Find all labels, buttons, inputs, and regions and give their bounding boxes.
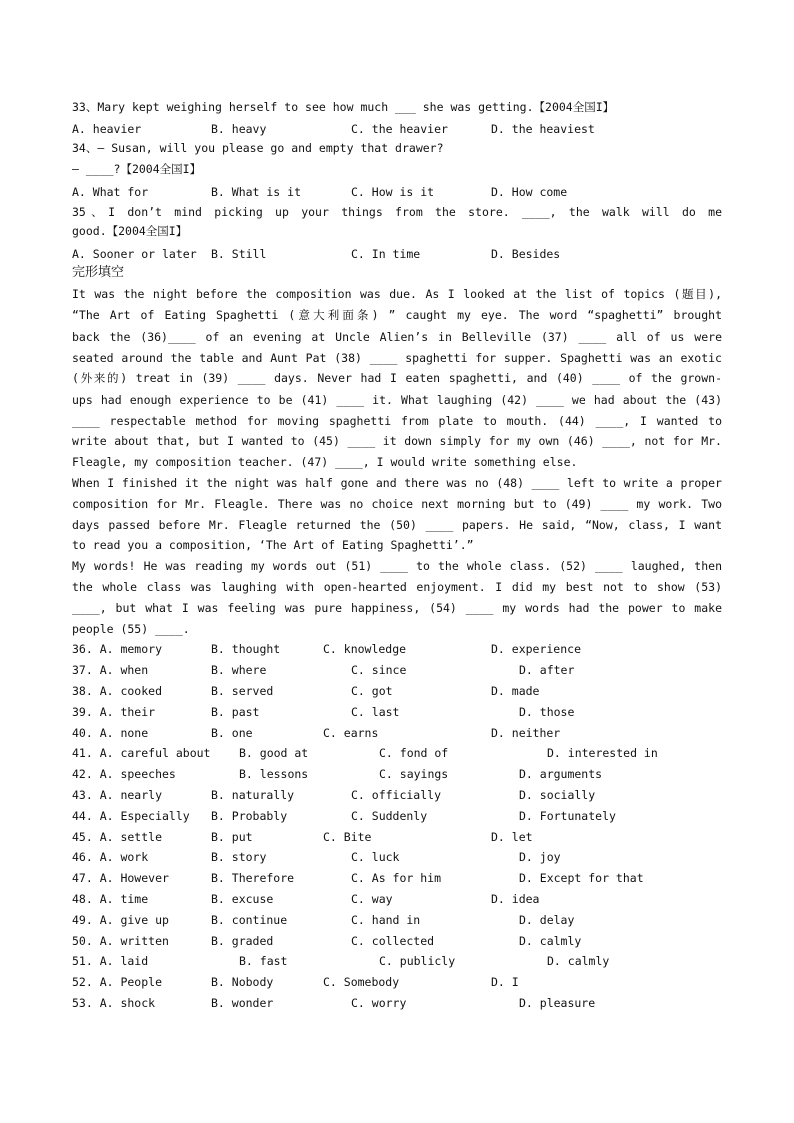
option-d: D. socially [519, 788, 596, 802]
cloze-line: “The Art of Eating Spaghetti (意大利面条) ” caught my eye. The word “spaghetti” brought [72, 308, 722, 322]
answer-row-50 [72, 931, 722, 951]
cloze-line: seated around the table and Aunt Pat (38) ____ spaghetti for supper. Spaghetti was an exotic [72, 351, 722, 365]
answer-row-42 [72, 764, 722, 784]
option-b: B. naturally [211, 788, 295, 802]
option-c: C. publicly [379, 954, 456, 968]
option-b: B. good at [239, 746, 309, 760]
option-d: D. the heaviest [491, 122, 595, 136]
answer-row-41 [72, 743, 722, 763]
option-d: D. after [519, 663, 575, 677]
answer-row-47 [72, 868, 722, 888]
answer-row-43 [72, 785, 722, 805]
option-d: D. How come [491, 185, 568, 199]
option-b: B. served [211, 684, 274, 698]
option-d: D. joy [519, 850, 561, 864]
question-35-stem-2: good.【2004全国I】 [72, 224, 188, 238]
cloze-line: people (55) ____. [72, 622, 190, 636]
option-d: D. made [491, 684, 540, 698]
option-b: B. Probably [211, 809, 288, 823]
option-d: D. let [491, 830, 533, 844]
option-b: B. lessons [239, 767, 309, 781]
cloze-line: to read you a composition, ‘The Art of Eating Spaghetti’.” [72, 538, 474, 552]
cloze-line: write about that, but I wanted to (45) ____ it down simply for my own (46) ____, not for Mr. [72, 434, 722, 448]
option-a: 53. A. shock [72, 996, 156, 1010]
cloze-line: days passed before Mr. Fleagle returned the (50) ____ papers. He said, “Now, class, I want [72, 518, 722, 532]
option-c: C. worry [351, 996, 407, 1010]
option-b: B. Still [211, 247, 267, 261]
option-a: 44. A. Especially [72, 809, 190, 823]
option-b: B. continue [211, 913, 288, 927]
option-c: C. hand in [351, 913, 421, 927]
question-34-stem-2: — ____?【2004全国I】 [72, 162, 202, 176]
option-a: A. Sooner or later [72, 247, 197, 261]
option-a: 51. A. laid [72, 954, 149, 968]
option-d: D. Except for that [519, 871, 644, 885]
option-b: B. heavy [211, 122, 267, 136]
option-a: 38. A. cooked [72, 684, 163, 698]
option-c: C. Somebody [323, 975, 400, 989]
answer-row-37 [72, 660, 722, 680]
option-d: D. Besides [491, 247, 561, 261]
option-d: D. calmly [547, 954, 610, 968]
option-b: B. Nobody [211, 975, 274, 989]
answer-row-53 [72, 993, 722, 1013]
option-c: C. fond of [379, 746, 449, 760]
option-a: 36. A. memory [72, 642, 163, 656]
cloze-line: When I finished it the night was half gone and there was no (48) ____ left to write a proper [72, 476, 722, 490]
answer-row-48 [72, 889, 722, 909]
option-a: 48. A. time [72, 892, 149, 906]
option-d: D. Fortunately [519, 809, 616, 823]
option-d: D. delay [519, 913, 575, 927]
option-b: B. excuse [211, 892, 274, 906]
option-c: C. sayings [379, 767, 449, 781]
answer-row-46 [72, 847, 722, 867]
option-a: A. heavier [72, 122, 142, 136]
question-34-options [72, 182, 722, 202]
answer-row-52 [72, 972, 722, 992]
option-a: 43. A. nearly [72, 788, 163, 802]
option-c: C. As for him [351, 871, 442, 885]
option-a: 42. A. speeches [72, 767, 176, 781]
option-d: D. idea [491, 892, 540, 906]
option-c: C. collected [351, 934, 435, 948]
cloze-line: (外来的) treat in (39) ____ days. Never had I eaten spaghetti, and (40) ____ of the grown- [72, 371, 722, 385]
option-a: 50. A. written [72, 934, 169, 948]
option-b: B. wonder [211, 996, 274, 1010]
answer-row-36 [72, 639, 722, 659]
question-34-stem: 34、— Susan, will you please go and empty that drawer? [72, 141, 444, 155]
option-d: D. pleasure [519, 996, 596, 1010]
option-a: 39. A. their [72, 705, 156, 719]
option-b: B. past [211, 705, 260, 719]
option-c: C. knowledge [323, 642, 407, 656]
cloze-line: back the (36)____ of an evening at Uncle Alien’s in Belleville (37) ____ all of us were [72, 330, 722, 344]
option-c: C. luck [351, 850, 400, 864]
option-c: C. officially [351, 788, 442, 802]
option-b: B. Therefore [211, 871, 295, 885]
question-33-options [72, 119, 722, 139]
option-b: B. What is it [211, 185, 302, 199]
option-d: D. calmly [519, 934, 582, 948]
answer-row-38 [72, 681, 722, 701]
option-a: 49. A. give up [72, 913, 169, 927]
option-b: B. put [211, 830, 253, 844]
option-a: 47. A. However [72, 871, 169, 885]
option-d: D. I [491, 975, 519, 989]
cloze-line: ups had enough experience to be (41) ____ it. What laughing (42) ____ we had about the (43) [72, 393, 722, 407]
answer-row-51 [72, 951, 722, 971]
option-a: 40. A. none [72, 726, 149, 740]
cloze-line: composition for Mr. Fleagle. There was no choice next morning but to (49) ____ my work. Two [72, 497, 722, 511]
option-c: C. the heavier [351, 122, 448, 136]
option-c: C. In time [351, 247, 421, 261]
option-b: B. where [211, 663, 267, 677]
option-b: B. thought [211, 642, 281, 656]
cloze-line: ____ respectable method for moving spaghetti from plate to mouth. (44) ____, I wanted to [72, 414, 722, 428]
option-d: D. interested in [547, 746, 658, 760]
option-c: C. How is it [351, 185, 435, 199]
option-d: D. arguments [519, 767, 603, 781]
option-a: 46. A. work [72, 850, 149, 864]
option-b: B. fast [239, 954, 288, 968]
option-b: B. one [211, 726, 253, 740]
cloze-line: ____, but what I was feeling was pure happiness, (54) ____ my words had the power to make [72, 601, 722, 615]
option-a: 41. A. careful about [72, 746, 211, 760]
option-c: C. got [351, 684, 393, 698]
option-d: D. neither [491, 726, 561, 740]
answer-row-40 [72, 723, 722, 743]
option-a: 45. A. settle [72, 830, 163, 844]
option-c: C. since [351, 663, 407, 677]
option-c: C. way [351, 892, 393, 906]
answer-row-49 [72, 910, 722, 930]
option-c: C. Bite [323, 830, 372, 844]
cloze-heading: 完形填空 [72, 265, 125, 280]
answer-row-39 [72, 702, 722, 722]
option-b: B. story [211, 850, 267, 864]
cloze-line: It was the night before the composition was due. As I looked at the list of topics (题目), [72, 287, 722, 301]
option-d: D. those [519, 705, 575, 719]
option-c: C. earns [323, 726, 379, 740]
option-c: C. Suddenly [351, 809, 428, 823]
cloze-line: My words! He was reading my words out (51) ____ to the whole class. (52) ____ laughed, then [72, 559, 722, 573]
option-b: B. graded [211, 934, 274, 948]
question-33-stem: 33、Mary kept weighing herself to see how much ___ she was getting.【2004全国I】 [72, 100, 615, 114]
question-35-stem: 35、I don’t mind picking up your things from the store. ____, the walk will do me [72, 205, 722, 219]
option-c: C. last [351, 705, 400, 719]
question-35-options [72, 244, 722, 264]
option-a: 37. A. when [72, 663, 149, 677]
cloze-line: the whole class was laughing with open-hearted enjoyment. I did my best not to show (53) [72, 580, 722, 594]
option-d: D. experience [491, 642, 582, 656]
cloze-line: Fleagle, my composition teacher. (47) ____, I would write something else. [72, 455, 578, 469]
option-a: A. What for [72, 185, 149, 199]
answer-row-44 [72, 806, 722, 826]
answer-row-45 [72, 827, 722, 847]
option-a: 52. A. People [72, 975, 163, 989]
